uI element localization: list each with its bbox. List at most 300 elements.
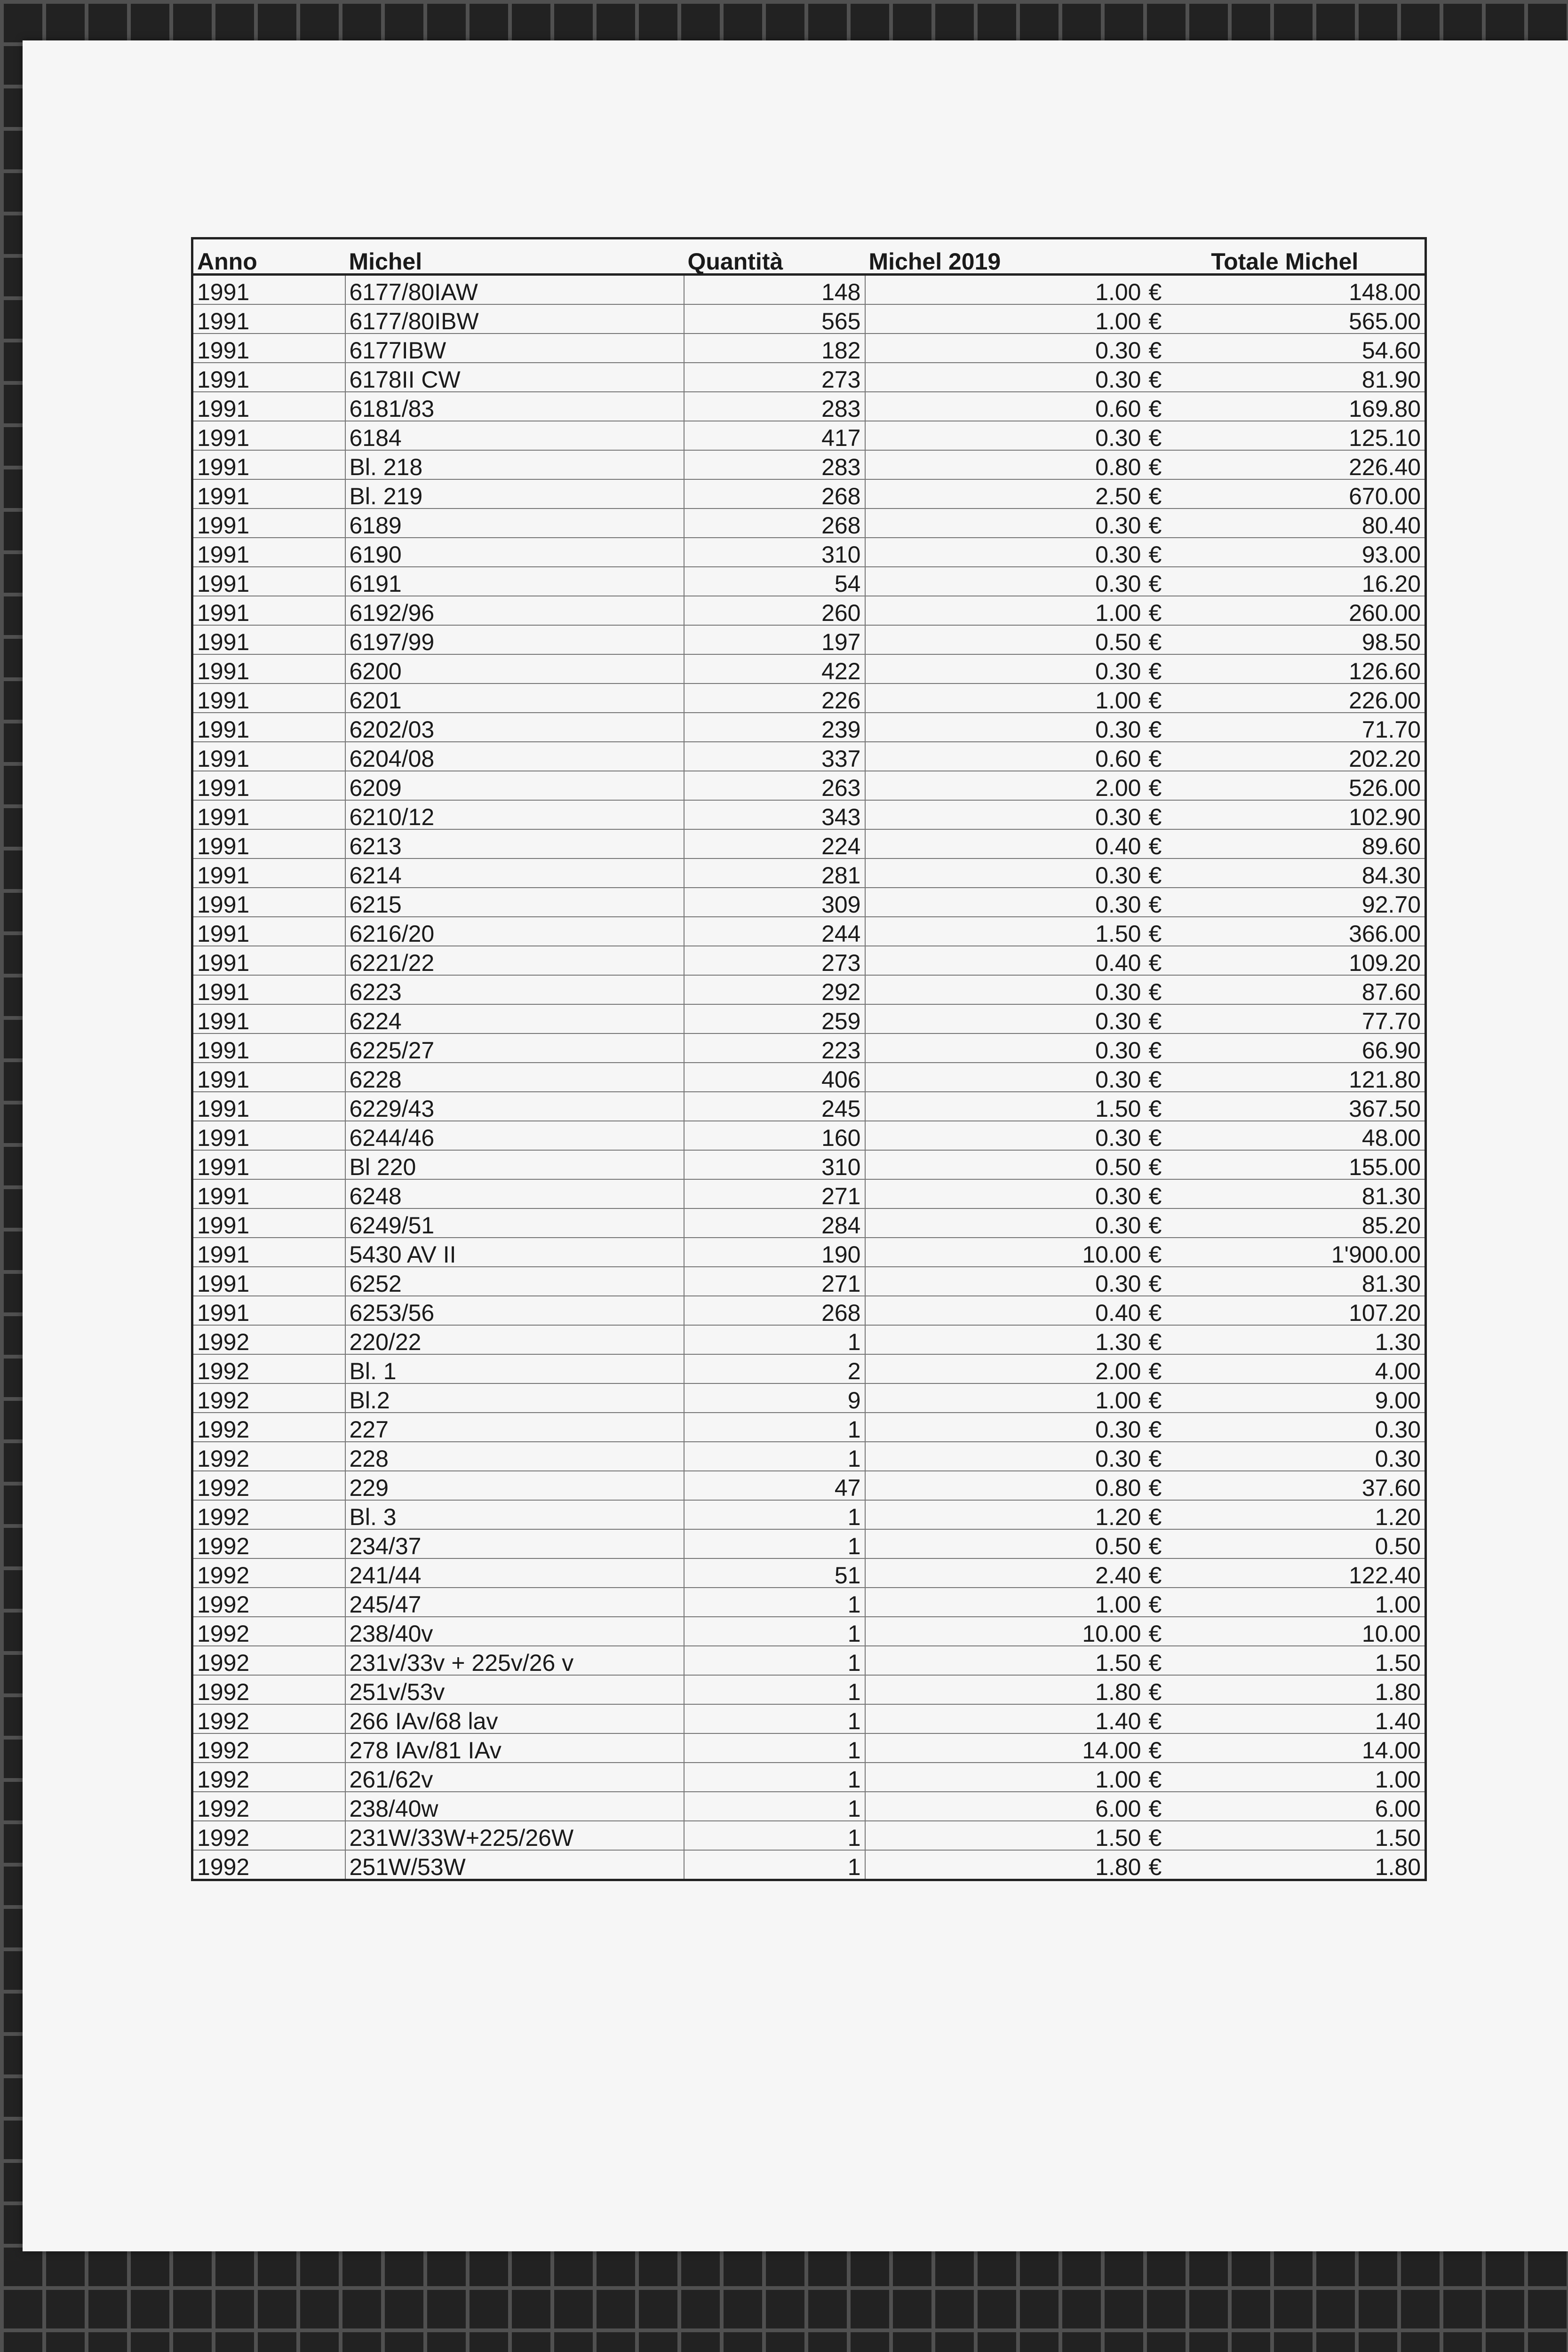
table-row <box>192 1646 1426 1675</box>
cell-totale: 366.00 <box>1197 917 1426 946</box>
table-header-row <box>192 238 1426 275</box>
cell-euro-sign: € <box>1145 625 1197 654</box>
cell-michel-2019: 1.20 <box>865 1500 1145 1529</box>
cell-anno: 1991 <box>192 713 345 742</box>
cell-michel-2019: 1.30 <box>865 1325 1145 1354</box>
cell-euro-sign: € <box>1145 275 1197 305</box>
cell-michel: 6189 <box>345 509 684 538</box>
table-row <box>192 1675 1426 1704</box>
cell-michel: 6209 <box>345 771 684 800</box>
cell-quantita: 224 <box>684 829 865 858</box>
cell-michel: 261/62v <box>345 1763 684 1792</box>
cell-michel-2019: 1.00 <box>865 1763 1145 1792</box>
cell-michel-2019: 1.00 <box>865 1588 1145 1617</box>
cell-quantita: 283 <box>684 450 865 479</box>
cell-totale: 71.70 <box>1197 713 1426 742</box>
cell-anno: 1992 <box>192 1471 345 1500</box>
table-row <box>192 304 1426 334</box>
cell-euro-sign: € <box>1145 596 1197 625</box>
cell-quantita: 310 <box>684 1150 865 1179</box>
cell-totale: 1.80 <box>1375 1854 1421 1880</box>
cell-quantita: 47 <box>684 1471 865 1500</box>
cell-michel-2019: 0.40 <box>865 946 1145 975</box>
cell-quantita: 337 <box>684 742 865 771</box>
cell-michel: 6197/99 <box>345 625 684 654</box>
cell-quantita: 263 <box>684 771 865 800</box>
cell-quantita: 160 <box>684 1121 865 1150</box>
cell-quantita: 1 <box>684 1763 865 1792</box>
cell-euro-sign: € <box>1148 1854 1162 1880</box>
cell-michel: 6248 <box>345 1179 684 1208</box>
table-row <box>192 829 1426 858</box>
cell-euro-sign: € <box>1145 450 1197 479</box>
table-row <box>192 975 1426 1004</box>
cell-anno: 1992 <box>192 1442 345 1471</box>
cell-quantita: 406 <box>684 1063 865 1092</box>
cell-quantita: 284 <box>684 1208 865 1238</box>
table-row <box>192 450 1426 479</box>
cell-quantita: 1 <box>684 1792 865 1821</box>
cell-michel-2019: 0.30 <box>865 1063 1145 1092</box>
cell-anno: 1991 <box>192 917 345 946</box>
cell-anno: 1991 <box>192 829 345 858</box>
table-row <box>192 888 1426 917</box>
cell-quantita: 1 <box>684 1617 865 1646</box>
cell-quantita: 245 <box>684 1092 865 1121</box>
table-row <box>192 713 1426 742</box>
cell-quantita: 9 <box>684 1383 865 1413</box>
table-row <box>192 1792 1426 1821</box>
cell-quantita: 268 <box>684 509 865 538</box>
table-row <box>192 1704 1426 1733</box>
cell-quantita: 1 <box>684 1675 865 1704</box>
cell-michel-2019: 1.40 <box>865 1704 1145 1733</box>
header-michel-2019: Michel 2019 <box>865 238 1145 275</box>
cell-totale: 526.00 <box>1197 771 1426 800</box>
cell-michel: 6215 <box>345 888 684 917</box>
cell-michel-2019: 2.00 <box>865 1354 1145 1383</box>
cell-michel: 6181/83 <box>345 392 684 421</box>
cell-totale: 0.30 <box>1197 1442 1426 1471</box>
cell-anno: 1991 <box>192 975 345 1004</box>
cell-michel: 6214 <box>345 858 684 888</box>
cell-totale: 107.20 <box>1197 1296 1426 1325</box>
cell-quantita: 417 <box>684 421 865 450</box>
cell-euro-sign: € <box>1145 1179 1197 1208</box>
cell-michel-2019: 1.00 <box>865 596 1145 625</box>
cell-anno: 1992 <box>192 1704 345 1733</box>
cell-anno: 1991 <box>192 1179 345 1208</box>
cell-anno: 1991 <box>192 304 345 334</box>
table-row <box>192 538 1426 567</box>
cell-anno: 1991 <box>192 1033 345 1063</box>
cell-euro-sign: € <box>1145 1471 1197 1500</box>
cell-michel: 228 <box>345 1442 684 1471</box>
cell-quantita: 1 <box>684 1588 865 1617</box>
cell-totale: 84.30 <box>1197 858 1426 888</box>
cell-totale: 169.80 <box>1197 392 1426 421</box>
table-row <box>192 275 1426 305</box>
cell-euro-sign: € <box>1145 1208 1197 1238</box>
cell-quantita: 54 <box>684 567 865 596</box>
table-row <box>192 1471 1426 1500</box>
cell-michel: 6244/46 <box>345 1121 684 1150</box>
cell-euro-sign: € <box>1145 1004 1197 1033</box>
table-row <box>192 771 1426 800</box>
cell-totale: 1.50 <box>1197 1646 1426 1675</box>
cell-michel: 229 <box>345 1471 684 1500</box>
cell-anno: 1991 <box>192 1208 345 1238</box>
cell-totale: 4.00 <box>1197 1354 1426 1383</box>
cell-quantita: 1 <box>684 1442 865 1471</box>
table-row <box>192 1208 1426 1238</box>
cell-anno: 1992 <box>192 1383 345 1413</box>
cell-michel: 6216/20 <box>345 917 684 946</box>
cell-michel-2019: 0.30 <box>865 1179 1145 1208</box>
cell-anno: 1992 <box>192 1850 345 1880</box>
cell-totale: 87.60 <box>1197 975 1426 1004</box>
cell-michel: 6200 <box>345 654 684 683</box>
cell-michel-2019: 1.50 <box>865 1646 1145 1675</box>
cell-totale: 125.10 <box>1197 421 1426 450</box>
cell-euro-sign: € <box>1145 1092 1197 1121</box>
cell-totale: 226.00 <box>1197 683 1426 713</box>
cell-anno: 1992 <box>192 1646 345 1675</box>
table-row <box>192 1442 1426 1471</box>
cell-michel-2019: 0.40 <box>865 829 1145 858</box>
cell-michel: 5430 AV II <box>345 1238 684 1267</box>
table-row <box>192 1529 1426 1558</box>
cell-euro-sign: € <box>1145 1617 1197 1646</box>
cell-michel-2019: 0.60 <box>865 392 1145 421</box>
cell-michel: 241/44 <box>345 1558 684 1588</box>
cell-quantita: 182 <box>684 334 865 363</box>
cell-quantita: 259 <box>684 1004 865 1033</box>
cell-michel: 6210/12 <box>345 800 684 829</box>
cell-totale: 93.00 <box>1197 538 1426 567</box>
cell-euro-sign: € <box>1145 1646 1197 1675</box>
cell-michel: 238/40w <box>345 1792 684 1821</box>
cell-euro-sign: € <box>1145 363 1197 392</box>
table-body <box>192 275 1426 1880</box>
table-row <box>192 800 1426 829</box>
cell-quantita: 565 <box>684 304 865 334</box>
cell-anno: 1991 <box>192 363 345 392</box>
cell-quantita: 244 <box>684 917 865 946</box>
cell-quantita: 226 <box>684 683 865 713</box>
cell-quantita: 1 <box>684 1704 865 1733</box>
cell-quantita: 281 <box>684 858 865 888</box>
cell-quantita: 239 <box>684 713 865 742</box>
table-row <box>192 946 1426 975</box>
cell-euro-sign: € <box>1145 1792 1197 1821</box>
table-row <box>192 363 1426 392</box>
table-row <box>192 509 1426 538</box>
cell-michel-2019: 1.00 <box>865 683 1145 713</box>
cell-anno: 1992 <box>192 1325 345 1354</box>
cell-euro-sign: € <box>1145 1033 1197 1063</box>
cell-quantita: 223 <box>684 1033 865 1063</box>
cell-quantita: 190 <box>684 1238 865 1267</box>
cell-michel: Bl.2 <box>345 1383 684 1413</box>
table-row <box>192 1354 1426 1383</box>
cell-anno: 1991 <box>192 275 345 305</box>
cell-euro-sign: € <box>1145 1763 1197 1792</box>
cell-quantita: 268 <box>684 1296 865 1325</box>
cell-quantita: 422 <box>684 654 865 683</box>
cell-euro-sign: € <box>1145 421 1197 450</box>
cell-quantita: 271 <box>684 1267 865 1296</box>
cell-anno: 1991 <box>192 1267 345 1296</box>
cell-euro-sign: € <box>1145 392 1197 421</box>
cell-quantita: 2 <box>684 1354 865 1383</box>
cell-totale: 121.80 <box>1197 1063 1426 1092</box>
cell-michel: 6190 <box>345 538 684 567</box>
cell-quantita: 1 <box>684 1821 865 1850</box>
cell-michel: 6253/56 <box>345 1296 684 1325</box>
cell-michel-2019: 10.00 <box>865 1238 1145 1267</box>
cell-quantita: 1 <box>684 1325 865 1354</box>
cell-michel: 6177IBW <box>345 334 684 363</box>
cell-michel: 227 <box>345 1413 684 1442</box>
cell-anno: 1991 <box>192 538 345 567</box>
header-michel: Michel <box>345 238 684 275</box>
cell-michel-2019: 0.30 <box>865 654 1145 683</box>
cell-michel: 6204/08 <box>345 742 684 771</box>
cell-euro-sign: € <box>1145 538 1197 567</box>
table-row <box>192 1617 1426 1646</box>
cell-euro-sign: € <box>1145 1675 1197 1704</box>
table-row <box>192 1588 1426 1617</box>
cell-totale: 54.60 <box>1197 334 1426 363</box>
cell-michel: 6225/27 <box>345 1033 684 1063</box>
cell-euro-sign: € <box>1145 1704 1197 1733</box>
cell-euro-sign: € <box>1145 334 1197 363</box>
cell-michel-2019: 0.30 <box>865 421 1145 450</box>
table-row <box>192 1150 1426 1179</box>
cell-totale: 10.00 <box>1197 1617 1426 1646</box>
table-row <box>192 334 1426 363</box>
table-row <box>192 1033 1426 1063</box>
cell-anno: 1991 <box>192 742 345 771</box>
cell-totale: 81.90 <box>1197 363 1426 392</box>
cell-michel-2019: 1.50 <box>865 1092 1145 1121</box>
cell-anno: 1991 <box>192 1004 345 1033</box>
cell-michel-2019: 0.30 <box>865 334 1145 363</box>
cell-totale: 98.50 <box>1197 625 1426 654</box>
cell-euro-sign: € <box>1145 1238 1197 1267</box>
cell-michel: 6178II CW <box>345 363 684 392</box>
cell-michel: Bl. 219 <box>345 479 684 509</box>
cell-anno: 1992 <box>192 1763 345 1792</box>
cell-michel: 6252 <box>345 1267 684 1296</box>
cell-totale: 226.40 <box>1197 450 1426 479</box>
cell-quantita: 343 <box>684 800 865 829</box>
cell-michel: Bl. 1 <box>345 1354 684 1383</box>
cell-anno: 1991 <box>192 946 345 975</box>
cell-totale: 81.30 <box>1197 1179 1426 1208</box>
table-row <box>192 625 1426 654</box>
cell-euro-sign: € <box>1145 888 1197 917</box>
table-row <box>192 1296 1426 1325</box>
cell-anno: 1991 <box>192 771 345 800</box>
cell-anno: 1992 <box>192 1588 345 1617</box>
cell-michel-2019: 0.80 <box>865 450 1145 479</box>
cell-michel-2019: 0.30 <box>865 975 1145 1004</box>
table-row <box>192 1733 1426 1763</box>
cell-anno: 1992 <box>192 1792 345 1821</box>
cell-michel: 220/22 <box>345 1325 684 1354</box>
cell-euro-sign: € <box>1145 713 1197 742</box>
cell-michel: 6201 <box>345 683 684 713</box>
cell-quantita: 273 <box>684 363 865 392</box>
table-row <box>192 596 1426 625</box>
cell-totale: 155.00 <box>1197 1150 1426 1179</box>
cell-euro-sign: € <box>1145 1150 1197 1179</box>
table-row <box>192 1238 1426 1267</box>
cell-michel: 245/47 <box>345 1588 684 1617</box>
cell-michel: Bl 220 <box>345 1150 684 1179</box>
cell-michel-2019: 0.50 <box>865 1529 1145 1558</box>
cell-anno: 1991 <box>192 479 345 509</box>
cell-totale: 1.30 <box>1197 1325 1426 1354</box>
cell-euro-sign: € <box>1145 1500 1197 1529</box>
cell-michel-2019: 1.80 <box>1095 1854 1141 1880</box>
cell-michel: Bl. 218 <box>345 450 684 479</box>
cell-michel-2019: 0.60 <box>865 742 1145 771</box>
cell-michel-2019: 0.30 <box>865 888 1145 917</box>
cell-michel-2019: 0.30 <box>865 1413 1145 1442</box>
cell-totale: 1'900.00 <box>1197 1238 1426 1267</box>
cell-totale: 102.90 <box>1197 800 1426 829</box>
cell-anno: 1992 <box>192 1617 345 1646</box>
table-row <box>192 1063 1426 1092</box>
cell-anno: 1991 <box>192 683 345 713</box>
cell-michel-2019: 0.30 <box>865 858 1145 888</box>
cell-quantita: 51 <box>684 1558 865 1588</box>
cell-anno: 1991 <box>192 1150 345 1179</box>
cell-totale: 1.40 <box>1197 1704 1426 1733</box>
cell-quantita: 1 <box>684 1850 865 1880</box>
cell-anno: 1992 <box>192 1500 345 1529</box>
cell-totale: 9.00 <box>1197 1383 1426 1413</box>
cell-anno: 1991 <box>192 1063 345 1092</box>
cell-euro-sign: € <box>1145 1121 1197 1150</box>
cell-totale: 148.00 <box>1197 275 1426 305</box>
cell-totale: 89.60 <box>1197 829 1426 858</box>
cell-michel-2019: 1.50 <box>865 1821 1145 1850</box>
cell-euro-sign: € <box>1145 1354 1197 1383</box>
cell-quantita: 148 <box>684 275 865 305</box>
cell-euro-sign: € <box>1145 1442 1197 1471</box>
cell-euro-sign: € <box>1145 1325 1197 1354</box>
cell-michel: 6184 <box>345 421 684 450</box>
cell-michel-2019: 1.00 <box>865 275 1145 305</box>
cell-michel: 6177/80IBW <box>345 304 684 334</box>
cell-euro-sign: € <box>1145 1588 1197 1617</box>
cell-anno: 1991 <box>192 421 345 450</box>
cell-michel: 6202/03 <box>345 713 684 742</box>
cell-totale: 0.30 <box>1197 1413 1426 1442</box>
cell-quantita: 260 <box>684 596 865 625</box>
cell-michel-2019: 1.00 <box>865 1383 1145 1413</box>
header-totale-michel: Totale Michel <box>1145 238 1426 275</box>
cell-totale: 66.90 <box>1197 1033 1426 1063</box>
cell-michel: 238/40v <box>345 1617 684 1646</box>
table-row <box>192 421 1426 450</box>
cell-michel: 6221/22 <box>345 946 684 975</box>
cell-euro-sign: € <box>1145 1529 1197 1558</box>
cell-quantita: 310 <box>684 538 865 567</box>
cell-totale: 565.00 <box>1197 304 1426 334</box>
cell-michel-2019: 0.40 <box>865 1296 1145 1325</box>
cell-anno: 1991 <box>192 800 345 829</box>
cell-michel-2019: 6.00 <box>865 1792 1145 1821</box>
cell-quantita: 292 <box>684 975 865 1004</box>
cell-euro-sign: € <box>1145 858 1197 888</box>
cell-michel: 6229/43 <box>345 1092 684 1121</box>
table-row <box>192 858 1426 888</box>
cell-michel: 6249/51 <box>345 1208 684 1238</box>
cell-quantita: 197 <box>684 625 865 654</box>
cell-anno: 1991 <box>192 1092 345 1121</box>
cell-michel: 266 IAv/68 lav <box>345 1704 684 1733</box>
cell-euro-sign: € <box>1145 509 1197 538</box>
cell-euro-sign: € <box>1145 800 1197 829</box>
cell-michel: 6191 <box>345 567 684 596</box>
cell-michel-2019: 1.50 <box>865 917 1145 946</box>
cell-anno: 1992 <box>192 1675 345 1704</box>
cell-euro-sign: € <box>1145 304 1197 334</box>
cell-michel-2019: 2.40 <box>865 1558 1145 1588</box>
table-row <box>192 683 1426 713</box>
cell-michel-2019: 0.30 <box>865 538 1145 567</box>
cell-michel: 234/37 <box>345 1529 684 1558</box>
table-row <box>192 1325 1426 1354</box>
cell-anno: 1991 <box>192 567 345 596</box>
cell-michel-2019: 0.30 <box>865 509 1145 538</box>
cell-michel-2019: 0.80 <box>865 1471 1145 1500</box>
cell-anno: 1991 <box>192 888 345 917</box>
cell-totale: 16.20 <box>1197 567 1426 596</box>
table-row <box>192 1821 1426 1850</box>
cell-michel-2019: 2.00 <box>865 771 1145 800</box>
cell-michel: 251v/53v <box>345 1675 684 1704</box>
cell-totale: 670.00 <box>1197 479 1426 509</box>
cell-michel: 278 IAv/81 IAv <box>345 1733 684 1763</box>
cell-anno: 1992 <box>192 1558 345 1588</box>
cell-totale: 260.00 <box>1197 596 1426 625</box>
cell-anno: 1992 <box>192 1821 345 1850</box>
cell-michel: 6213 <box>345 829 684 858</box>
cell-michel-2019: 0.30 <box>865 1121 1145 1150</box>
table-row <box>192 1092 1426 1121</box>
cell-totale: 1.80 <box>1197 1675 1426 1704</box>
cell-michel: 6228 <box>345 1063 684 1092</box>
cell-quantita: 273 <box>684 946 865 975</box>
cell-totale: 80.40 <box>1197 509 1426 538</box>
cell-euro-sign: € <box>1145 1413 1197 1442</box>
cell-anno: 1991 <box>192 654 345 683</box>
cell-euro-sign: € <box>1145 1296 1197 1325</box>
cell-quantita: 1 <box>684 1733 865 1763</box>
cell-quantita: 1 <box>684 1500 865 1529</box>
cell-quantita: 309 <box>684 888 865 917</box>
cell-totale: 367.50 <box>1197 1092 1426 1121</box>
cell-michel-2019: 0.30 <box>865 1004 1145 1033</box>
cell-michel-2019: 0.50 <box>865 1150 1145 1179</box>
cell-euro-sign: € <box>1145 1558 1197 1588</box>
